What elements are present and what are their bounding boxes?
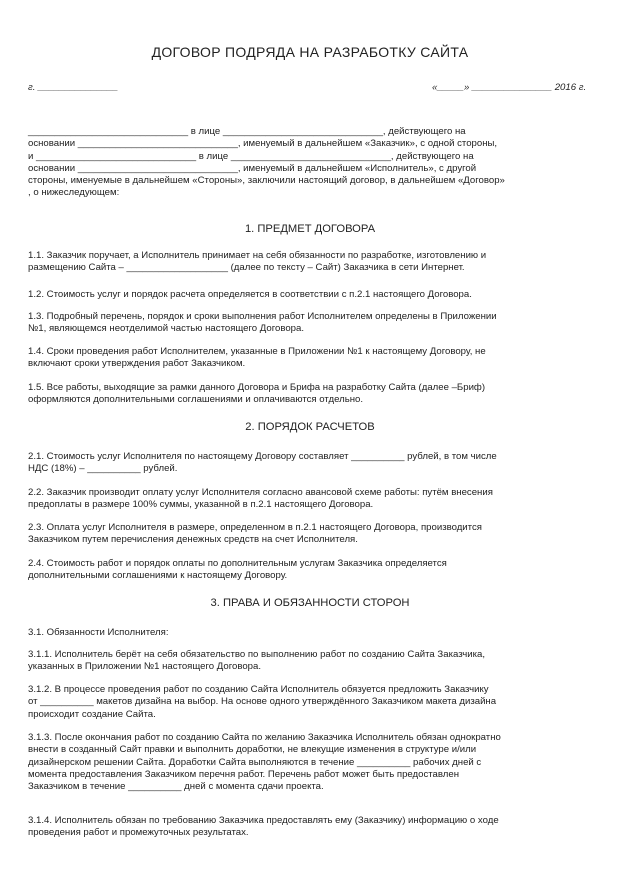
clause-line: 1.4. Сроки проведения работ Исполнителем, указанные в Приложении №1 к настоящему Договору, не	[28, 346, 486, 357]
clause	[28, 311, 594, 336]
preamble-line: ______________________________ в лице ______________________________, действующего на	[28, 126, 466, 137]
date-field: «_____» _______________ 2016 г.	[432, 82, 587, 93]
clause-line: НДС (18%) – __________ рублей.	[28, 463, 178, 475]
clause-line: дизайнерском решении Сайта. Доработки Сайта выполняются в течение __________ рабочих дней с	[28, 756, 482, 768]
clause-line: 1.5. Все работы, выходящие за рамки данного Договора и Брифа на разработку Сайта (далее –Бриф)	[28, 382, 486, 393]
clause-line: 1.3. Подробный перечень, порядок и сроки выполнения работ Исполнителем определены в Приложении	[28, 311, 497, 322]
clause	[28, 451, 594, 476]
clause-line: внести в созданный Сайт правки и выполнить доработки, не влекущие изменения в структуре и/или	[28, 744, 477, 756]
clause-line: №1, являющемся неотделимой частью настоящего Договора.	[28, 323, 305, 335]
clause	[28, 250, 594, 275]
clause-line: от __________ макетов дизайна на выбор. На основе одного утверждённого Заказчиком макета дизайна	[28, 696, 497, 708]
section-heading: 3. ПРАВА И ОБЯЗАННОСТИ СТОРОН	[210, 597, 410, 609]
clause	[28, 627, 594, 639]
clause-line: размещению Сайта – ___________________ (далее по тексту – Сайт) Заказчика в сети Интернет.	[28, 262, 465, 274]
clause	[28, 522, 594, 547]
preamble-line: стороны, именуемые в дальнейшем «Стороны», заключили настоящий договор, в дальнейшем «Договор»	[28, 175, 505, 187]
document-title: ДОГОВОР ПОДРЯДА НА РАЗРАБОТКУ САЙТА	[151, 44, 469, 60]
clause-line: предоплаты в размере 100% суммы, указанной в п.2.1 настоящего Договора.	[28, 499, 374, 511]
clause-line: 2.3. Оплата услуг Исполнителя в размере, определенном в п.2.1 настоящего Договора, производится	[28, 522, 482, 533]
clause-line: Заказчиком путем перечисления денежных средств на счет Исполнителя.	[28, 534, 358, 546]
preamble	[28, 126, 594, 200]
clause	[28, 382, 594, 407]
clause-line: 2.2. Заказчик производит оплату услуг Исполнителя согласно авансовой схеме работы: путём внесения	[28, 487, 493, 498]
clause-line: 3.1.2. В процессе проведения работ по созданию Сайта Исполнитель обязуется предложить Заказчику	[28, 684, 489, 695]
preamble-line: основании ______________________________, именуемый в дальнейшем «Заказчик», с одной стороны,	[28, 138, 498, 150]
clause-line: оформляются дополнительными соглашениями и оплачиваются отдельно.	[28, 394, 364, 406]
clause-line: 2.4. Стоимость работ и порядок оплаты по дополнительным услугам Заказчика определяется	[28, 558, 447, 569]
clause-line: 2.1. Стоимость услуг Исполнителя по настоящему Договору составляет __________ рублей, в том числе	[28, 451, 497, 462]
clause	[28, 558, 594, 583]
preamble-line: , о нижеследующем:	[28, 187, 120, 199]
clause	[28, 487, 594, 512]
clause-line: 1.1. Заказчик поручает, а Исполнитель принимает на себя обязанности по разработке, изготовлению и	[28, 250, 487, 261]
city-field: г. _______________	[28, 82, 119, 93]
clause	[28, 649, 594, 674]
clause	[28, 732, 594, 793]
clause-line: 3.1.1. Исполнитель берёт на себя обязательство по выполнению работ по созданию Сайта Заказчика,	[28, 649, 486, 660]
clause-line: момента предоставления Заказчиком перечня работ. Перечень работ может быть предоставлен	[28, 768, 459, 780]
clause-line: 3.1. Обязанности Исполнителя:	[28, 627, 169, 638]
clause-line: дополнительными соглашениями к настоящему Договору.	[28, 570, 288, 582]
clause-line: проведения работ и промежуточных результатах.	[28, 827, 249, 839]
preamble-line: и ______________________________ в лице ______________________________, действующего на	[28, 150, 474, 162]
clause-line: 1.2. Стоимость услуг и порядок расчета определяется в соответствии с п.2.1 настоящего Договора.	[28, 289, 472, 300]
clause-line: 3.1.3. После окончания работ по созданию Сайта по желанию Заказчика Исполнитель обязан однократно	[28, 732, 501, 743]
clause-line: указанных в Приложении №1 настоящего Договора.	[28, 661, 262, 673]
preamble-line: основании ______________________________, именуемый в дальнейшем «Исполнитель», с другой	[28, 162, 477, 174]
clause	[28, 684, 594, 721]
clause-line: Заказчиком в течение __________ дней с момента сдачи проекта.	[28, 781, 324, 793]
clause-line: включают сроки утверждения работ Заказчиком.	[28, 358, 246, 370]
clause	[28, 289, 594, 301]
section-heading: 2. ПОРЯДОК РАСЧЕТОВ	[245, 421, 375, 433]
section-heading: 1. ПРЕДМЕТ ДОГОВОРА	[244, 223, 376, 235]
clause	[28, 346, 594, 371]
clause-line: происходит создание Сайта.	[28, 708, 156, 720]
clause	[28, 815, 594, 840]
clause-line: 3.1.4. Исполнитель обязан по требованию Заказчика предоставлять ему (Заказчику) информацию о ходе	[28, 815, 499, 826]
